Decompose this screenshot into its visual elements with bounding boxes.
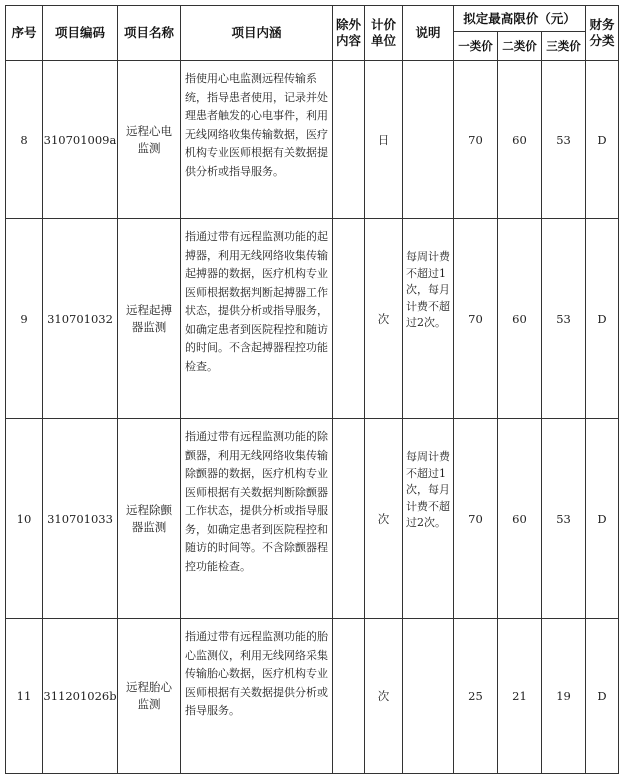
row-content: 指通过带有远程监测功能的胎心监测仪，利用无线网络采集传输胎心数据，医疗机构专业医师根据有关数据提供分析或指导服务。 [181, 619, 333, 774]
fee-table [5, 5, 619, 774]
table-row [6, 419, 619, 619]
row-note-cell [403, 419, 454, 619]
row-note [406, 619, 450, 649]
row-finance: D [586, 219, 619, 419]
row-unit: 次 [365, 419, 403, 619]
row-unit: 次 [365, 619, 403, 774]
row-name: 远程起搏器监测 [118, 219, 181, 419]
header-excluded: 除外内容 [333, 6, 365, 61]
row-price3: 53 [542, 419, 586, 619]
row-excluded [333, 619, 365, 774]
header-content: 项目内涵 [181, 6, 333, 61]
row-note [406, 61, 450, 91]
row-unit: 日 [365, 61, 403, 219]
header-class3: 三类价 [542, 32, 586, 61]
row-content: 指通过带有远程监测功能的起搏器，利用无线网络收集传输起搏器的数据，医疗机构专业医师根据数据判断起搏器工作状态，提供分析或指导服务，如确定患者到医院程控和随访的时间。不含起搏器程控功能检查。 [181, 219, 333, 419]
row-price2: 60 [498, 219, 542, 419]
row-name: 远程胎心监测 [118, 619, 181, 774]
row-code: 310701032 [43, 219, 118, 419]
row-seq: 9 [6, 219, 43, 419]
row-price1: 70 [454, 61, 498, 219]
header-finance: 财务分类 [586, 6, 619, 61]
header-unit: 计价单位 [365, 6, 403, 61]
row-unit: 次 [365, 219, 403, 419]
header-code: 项目编码 [43, 6, 118, 61]
row-price1: 70 [454, 219, 498, 419]
row-excluded [333, 61, 365, 219]
table-row [6, 61, 619, 219]
row-name: 远程心电监测 [118, 61, 181, 219]
row-note-cell [403, 61, 454, 219]
row-finance: D [586, 419, 619, 619]
table-row [6, 619, 619, 774]
row-finance: D [586, 619, 619, 774]
row-note-cell [403, 619, 454, 774]
row-seq: 11 [6, 619, 43, 774]
row-code: 310701009a [43, 61, 118, 219]
row-price3: 53 [542, 61, 586, 219]
row-price1: 25 [454, 619, 498, 774]
header-note: 说明 [403, 6, 454, 61]
row-price2: 60 [498, 61, 542, 219]
row-note: 每周计费不超过1次，每月计费不超过2次。 [406, 450, 450, 529]
row-price1: 70 [454, 419, 498, 619]
row-price2: 60 [498, 419, 542, 619]
row-note: 每周计费不超过1次，每月计费不超过2次。 [406, 250, 450, 329]
row-code: 310701033 [43, 419, 118, 619]
row-name: 远程除颤器监测 [118, 419, 181, 619]
row-excluded [333, 219, 365, 419]
row-price3: 53 [542, 219, 586, 419]
row-excluded [333, 419, 365, 619]
row-price2: 21 [498, 619, 542, 774]
row-price3: 19 [542, 619, 586, 774]
table-row [6, 219, 619, 419]
row-note-cell [403, 219, 454, 419]
fee-table-container [5, 5, 619, 774]
row-code: 311201026b [43, 619, 118, 774]
row-finance: D [586, 61, 619, 219]
header-seq: 序号 [6, 6, 43, 61]
row-content: 指使用心电监测远程传输系统，指导患者使用，记录并处理患者触发的心电事件，利用无线网络收集传输数据，医疗机构专业医师根据有关数据提供分析或指导服务。 [181, 61, 333, 219]
header-row [6, 6, 619, 32]
header-class2: 二类价 [498, 32, 542, 61]
row-content: 指通过带有远程监测功能的除颤器，利用无线网络收集传输除颤器的数据，医疗机构专业医师根据有关数据判断除颤器工作状态，提供分析或指导服务，如确定患者到医院程控和随访的时间等。不含除颤器程控功能检查。 [181, 419, 333, 619]
header-class1: 一类价 [454, 32, 498, 61]
header-name: 项目名称 [118, 6, 181, 61]
row-seq: 8 [6, 61, 43, 219]
header-price-group: 拟定最高限价（元） [454, 6, 586, 32]
row-seq: 10 [6, 419, 43, 619]
